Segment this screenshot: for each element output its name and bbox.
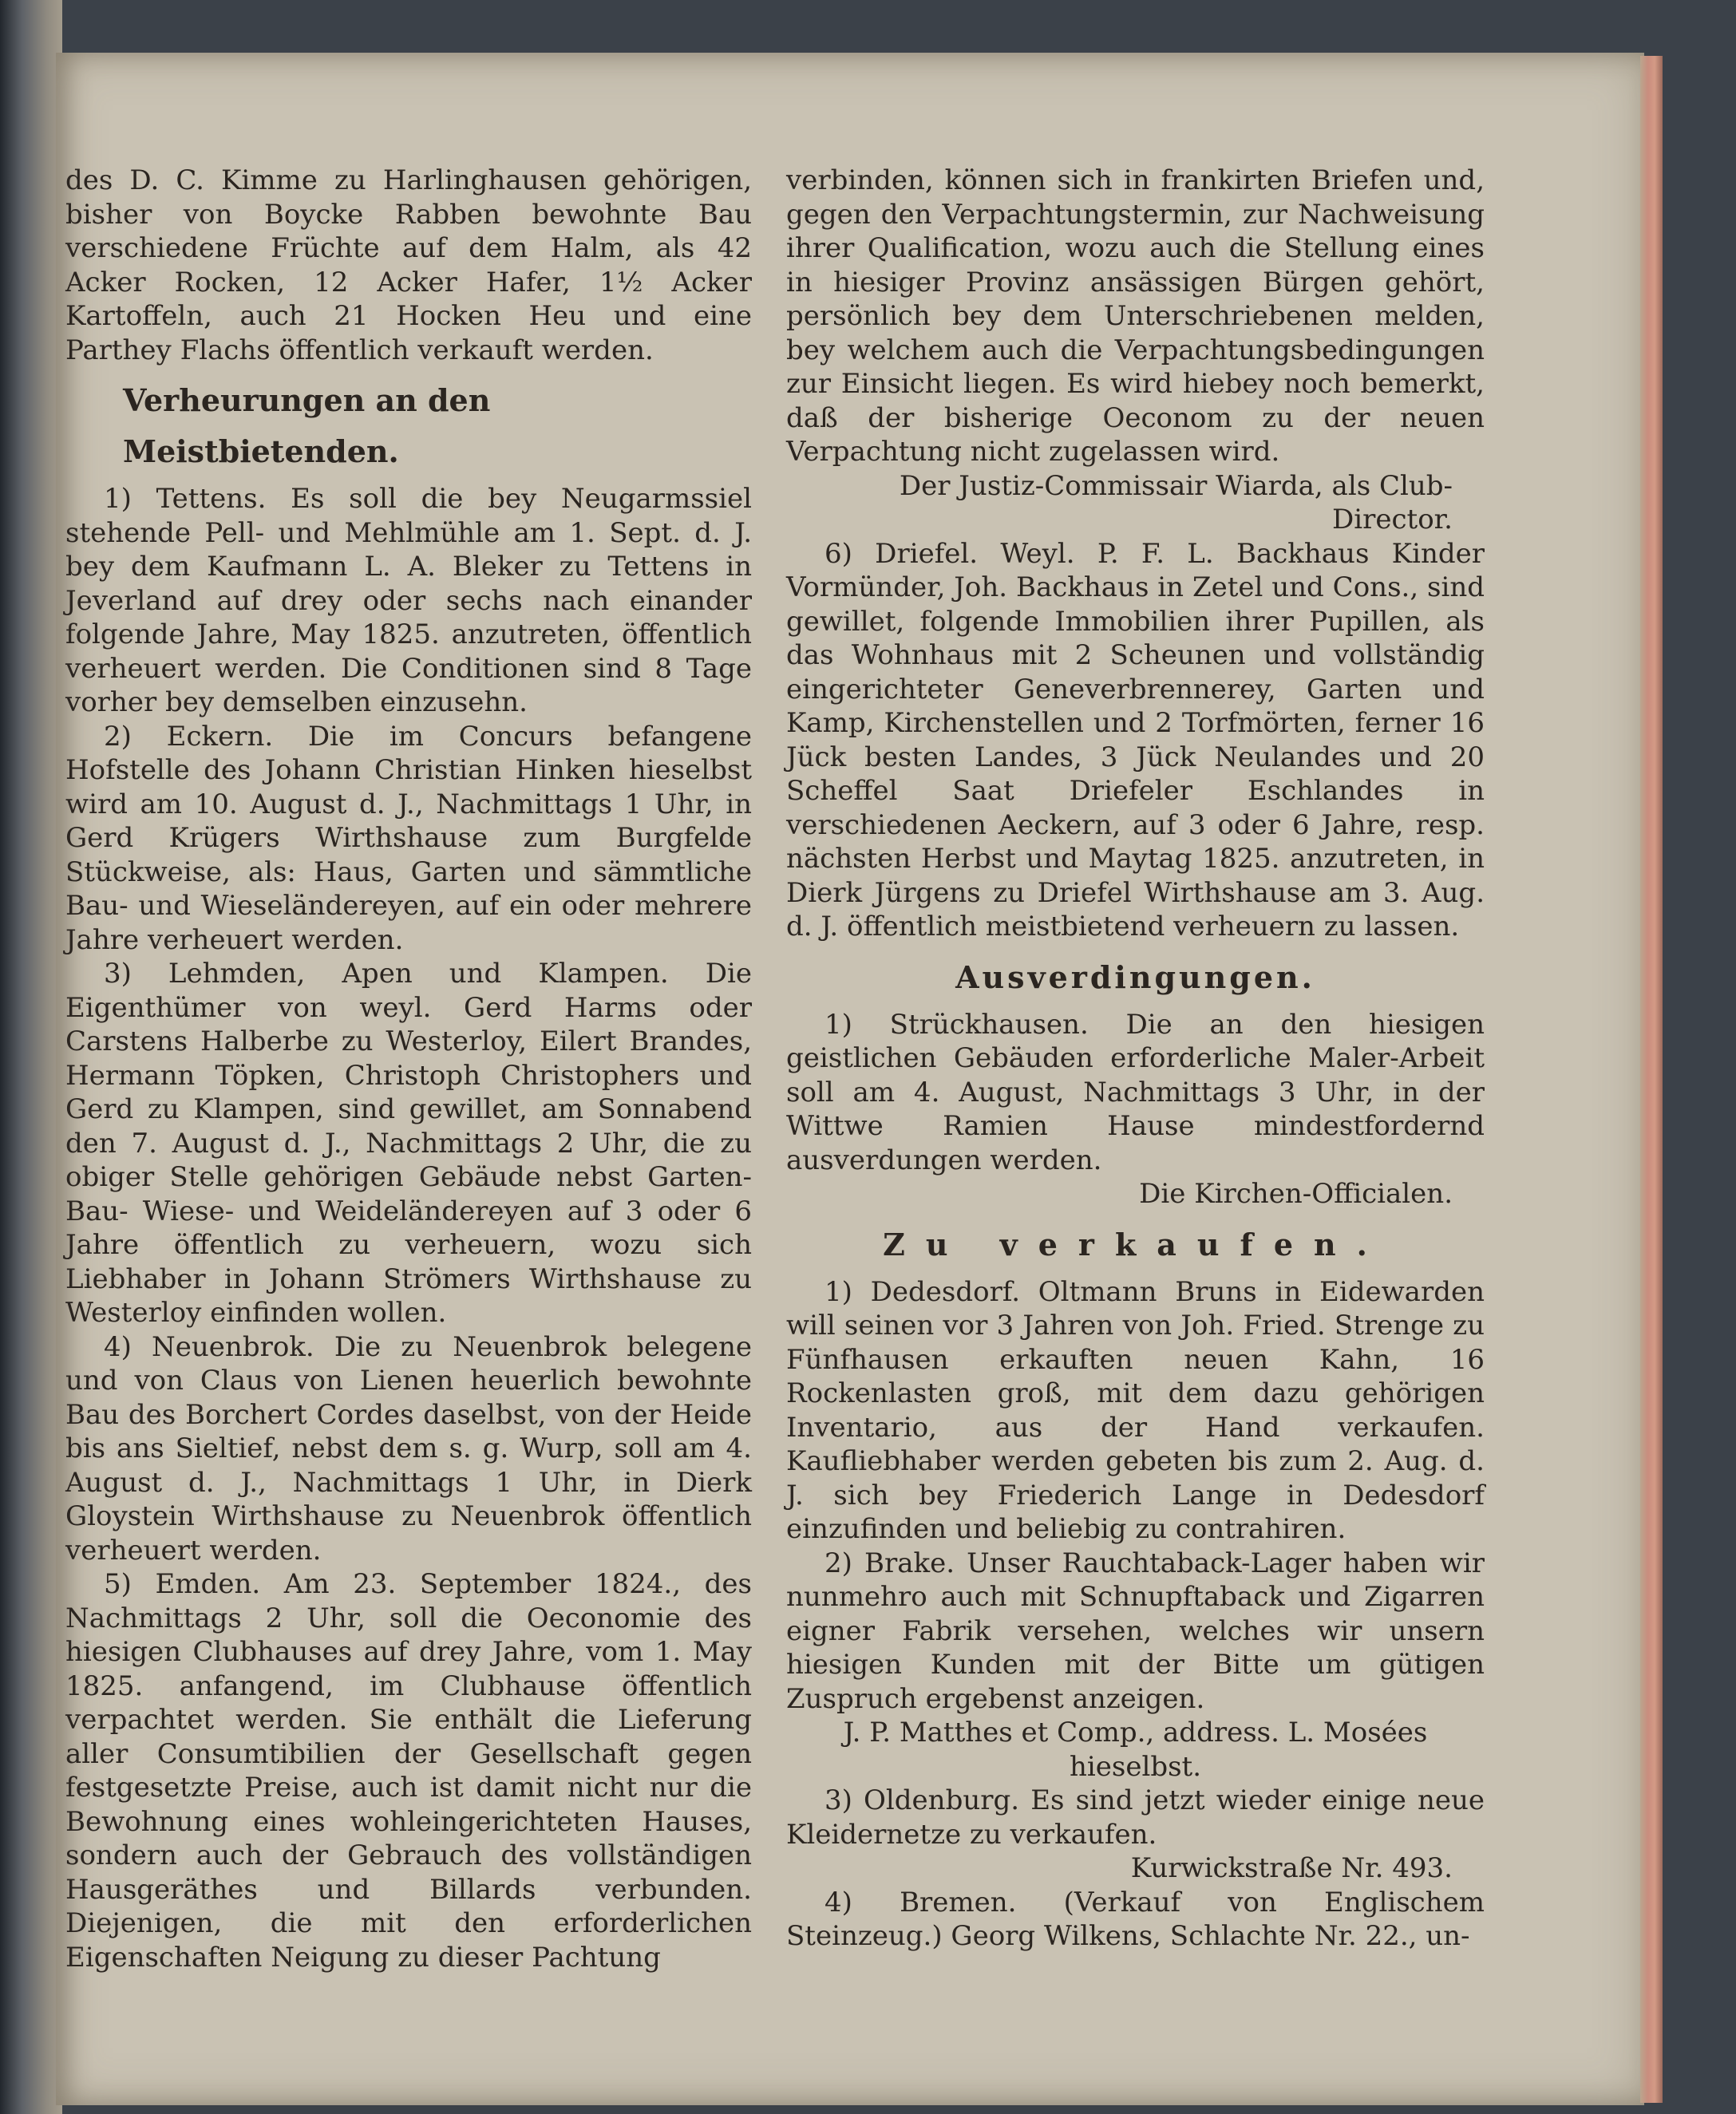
section-heading-ausverdingungen: Ausverdingungen.: [955, 958, 1315, 995]
right-column: [786, 164, 1485, 1954]
notice-tettens: 1) Tettens. Es soll die bey Neugarmssiel stehende Pell- und Mehlmühle am 1. Sept. d. J. bey dem Kaufmann L. A. Bleker zu Tettens in Jeverland auf drey oder sechs nach einander folgende Jahre, May 1825. anzutreten, öffentlich verheuert werden. Die Conditionen sind 8 Tage vorher bey demselben einzusehn.: [65, 483, 752, 718]
book-binding: [0, 0, 62, 2114]
section-heading-zu-verkaufen: Zu verkaufen.: [883, 1226, 1388, 1262]
notice-oldenburg: 3) Oldenburg. Es sind jetzt wieder einige neue Kleidernetze zu verkaufen.: [786, 1784, 1485, 1851]
page-edge: [1640, 56, 1663, 2103]
notice-dedesdorf: 1) Dedesdorf. Oltmann Bruns in Eidewarden will seinen vor 3 Jahren von Joh. Fried. Strenge zu Fünfhausen erkauften neuen Kahn, 16 Rockenlasten groß, mit dem dazu gehörigen Inventario, aus der Hand verkaufen. Kaufliebhaber werden gebeten bis zum 2. Aug. d. J. sich bey Friederich Lange in Dedesdorf einzufinden und beliebig zu contrahiren.: [786, 1275, 1485, 1545]
signature-kirchen-officialen: Die Kirchen-Officialen.: [1139, 1178, 1453, 1210]
intro-paragraph: des D. C. Kimme zu Harlinghausen gehörigen, bisher von Boycke Rabben bewohnte Bau verschiedene Früchte auf dem Halm, als 42 Acker Rocken, 12 Acker Hafer, 1½ Acker Kartoffeln, auch 21 Hocken Heu und eine Parthey Flachs öffentlich verkauft werden.: [65, 164, 752, 366]
notice-strueckhausen: 1) Strückhausen. Die an den hiesigen geistlichen Gebäuden erforderliche Maler-Arbeit soll am 4. August, Nachmittags 3 Uhr, in der Wittwe Ramien Hause mindestfordernd ausverdungen werden.: [786, 1008, 1485, 1176]
section-heading-verheurungen: Verheurungen an den Meistbietenden.: [123, 382, 491, 469]
signature-wiarda: Der Justiz-Commissair Wiarda, als Club-Director.: [899, 469, 1453, 535]
signature-matthes: J. P. Matthes et Comp., address. L. Mosées hieselbst.: [843, 1717, 1428, 1783]
notice-brake: 2) Brake. Unser Rauchtaback-Lager haben wir nunmehro auch mit Schnupftaback und Zigarren eigner Fabrik versehen, welches wir unsern hiesigen Kunden mit der Bitte um gütigen Zuspruch ergebenst anzeigen.: [786, 1547, 1485, 1715]
notice-lehmden: 3) Lehmden, Apen und Klampen. Die Eigenthümer von weyl. Gerd Harms oder Carstens Halberbe zu Westerloy, Eilert Brandes, Hermann Töpken, Christoph Christophers und Gerd zu Klampen, sind gewillet, am Sonnabend den 7. August d. J., Nachmittags 2 Uhr, die zu obiger Stelle gehörigen Gebäude nebst Garten- Bau- Wiese- und Weideländereyen auf 3 oder 6 Jahre öffentlich zu verheuern, wozu sich Liebhaber in Johann Strömers Wirthshause zu Westerloy einfinden wollen.: [65, 958, 752, 1329]
notice-driefel: 6) Driefel. Weyl. P. F. L. Backhaus Kinder Vormünder, Joh. Backhaus in Zetel und Cons., sind gewillet, folgende Immobilien ihrer Pupillen, als das Wohnhaus mit 2 Scheunen und vollständig eingerichteter Geneverbrennerey, Garten und Kamp, Kirchenstellen und 2 Torfmörten, ferner 16 Jück besten Landes, 3 Jück Neulandes und 20 Scheffel Saat Driefeler Eschlandes in verschiedenen Aeckern, auf 3 oder 6 Jahre, resp. nächsten Herbst und Maytag 1825. anzutreten, in Dierk Jürgens zu Driefel Wirthshause am 3. Aug. d. J. öffentlich meistbietend verheuern zu lassen.: [786, 537, 1485, 942]
notice-neuenbrok: 4) Neuenbrok. Die zu Neuenbrok belegene und von Claus von Lienen heuerlich bewohnte Bau des Borchert Cordes daselbst, von der Heide bis ans Sieltief, nebst dem s. g. Wurp, soll am 4. August d. J., Nachmittags 1 Uhr, in Dierk Gloystein Wirthshause zu Neuenbrok öffentlich verheuert werden.: [65, 1330, 752, 1567]
signature-kurwickstrasse: Kurwickstraße Nr. 493.: [1130, 1852, 1453, 1884]
notice-eckern: 2) Eckern. Die im Concurs befangene Hofstelle des Johann Christian Hinken hieselbst wird am 10. August d. J., Nachmittags 1 Uhr, in Gerd Krügers Wirthshause zum Burgfelde Stückweise, als: Haus, Garten und sämmtliche Bau- und Wieseländereyen, auf ein oder mehrere Jahre verheuert werden.: [65, 720, 752, 956]
emden-continuation: verbinden, können sich in frankirten Briefen und, gegen den Verpachtungstermin, zur Nachweisung ihrer Qualification, wozu auch die Stellung eines in hiesiger Provinz ansässigen Bürgen gehört, persönlich bey dem Unterschriebenen melden, bey welchem auch die Verpachtungsbedingungen zur Einsicht liegen. Es wird hiebey noch bemerkt, daß der bisherige Oeconom zu der neuen Verpachtung nicht zugelassen wird.: [786, 164, 1485, 468]
notice-emden: 5) Emden. Am 23. September 1824., des Nachmittags 2 Uhr, soll die Oeconomie des hiesigen Clubhauses auf drey Jahre, vom 1. May 1825. anfangend, im Clubhause öffentlich verpachtet werden. Sie enthält die Lieferung aller Consumtibilien der Gesellschaft gegen festgesetzte Preise, auch ist damit nicht nur die Bewohnung eines wohleingerichteten Hauses, sondern auch der Gebrauch des vollständigen Hausgeräthes und Billards verbunden. Diejenigen, die mit den erforderlichen Eigenschaften Neigung zu dieser Pachtung: [65, 1568, 752, 1974]
left-column: [65, 164, 752, 1974]
notice-bremen: 4) Bremen. (Verkauf von Englischem Steinzeug.) Georg Wilkens, Schlachte Nr. 22., un-: [786, 1886, 1485, 1952]
